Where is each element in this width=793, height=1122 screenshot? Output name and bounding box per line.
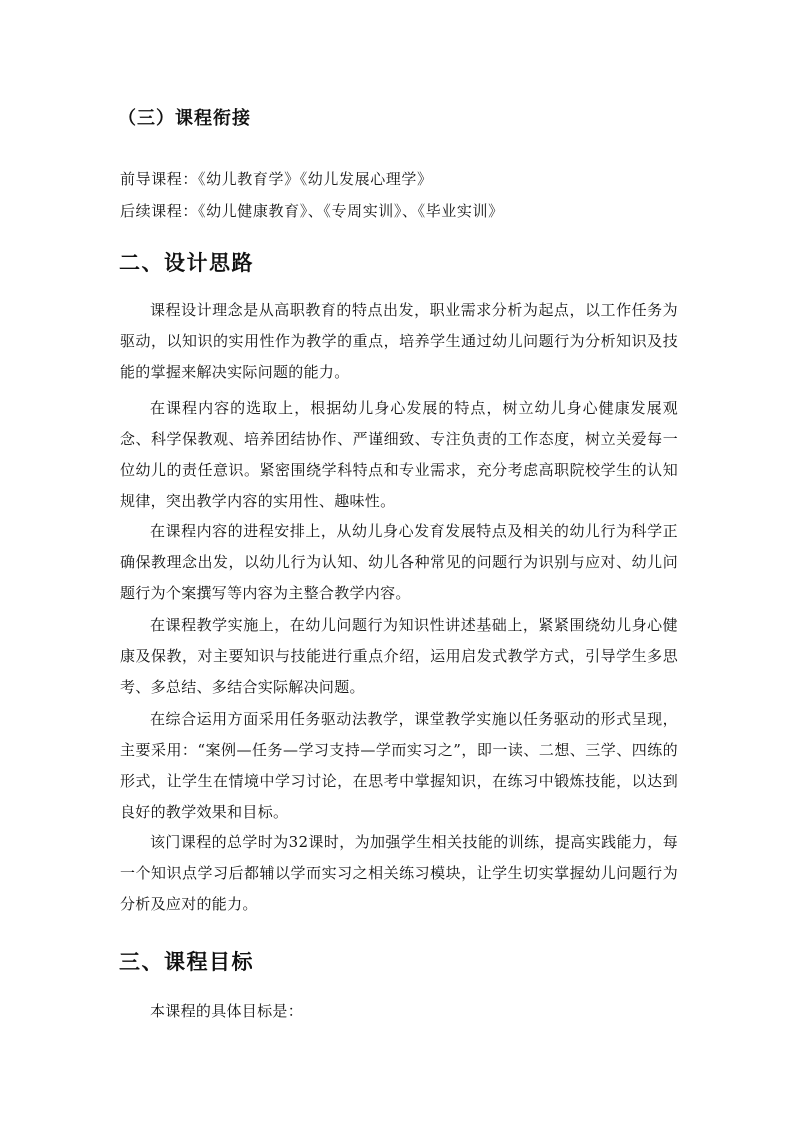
design-paragraph-1: 课程设计理念是从高职教育的特点出发，职业需求分析为起点，以工作任务为驱动，以知识的实用性作为教学的重点，培养学生通过幼儿问题行为分析知识及技能的掌握来解决实际问题的能力。: [120, 301, 678, 381]
design-paragraph-2: 在课程内容的选取上，根据幼儿身心发展的特点，树立幼儿身心健康发展观念、科学保教观、培养团结协作、严谨细致、专注负责的工作态度，树立关爱每一位幼儿的责任意识。紧密围绕学科特点和专业需求，充分考虑高职院校学生的认知规律，突出教学内容的实用性、趣味性。: [120, 399, 678, 510]
course-goals-intro: 本课程的具体目标是：: [150, 1002, 304, 1020]
course-goals-heading: 三、课程目标: [119, 950, 254, 974]
design-paragraph-3: 在课程内容的进程安排上，从幼儿身心发育发展特点及相关的幼儿行为科学正确保教理念出发，以幼儿行为认知、幼儿各种常见的问题行为识别与应对、幼儿问题行为个案撰写等内容为主整合教学内容。: [120, 522, 678, 602]
prerequisite-courses: 前导课程：《幼儿教育学》《幼儿发展心理学》: [120, 170, 433, 188]
design-paragraph-5: 在综合运用方面采用任务驱动法教学，课堂教学实施以任务驱动的形式呈现，主要采用：“案例—任务—学习支持—学而实习之”，即一读、二想、三学、四练的形式，让学生在情境中学习讨论，在思考中掌握知识，在练习中锻炼技能，以达到良好的教学效果和目标。: [120, 710, 678, 821]
design-paragraph-4: 在课程教学实施上，在幼儿问题行为知识性讲述基础上，紧紧围绕幼儿身心健康及保教，对主要知识与技能进行重点介绍，运用启发式教学方式，引导学生多思考、多总结、多结合实际解决问题。: [120, 616, 678, 696]
followup-courses: 后续课程：《幼儿健康教育》、《专周实训》、《毕业实训》: [120, 202, 504, 220]
design-ideas-heading: 二、设计思路: [119, 251, 254, 275]
design-paragraph-6: 该门课程的总学时为32课时，为加强学生相关技能的训练，提高实践能力，每一个知识点学习后都辅以学而实习之相关练习模块，让学生切实掌握幼儿问题行为分析及应对的能力。: [120, 833, 678, 913]
course-link-heading: （三）课程衔接: [118, 108, 251, 129]
